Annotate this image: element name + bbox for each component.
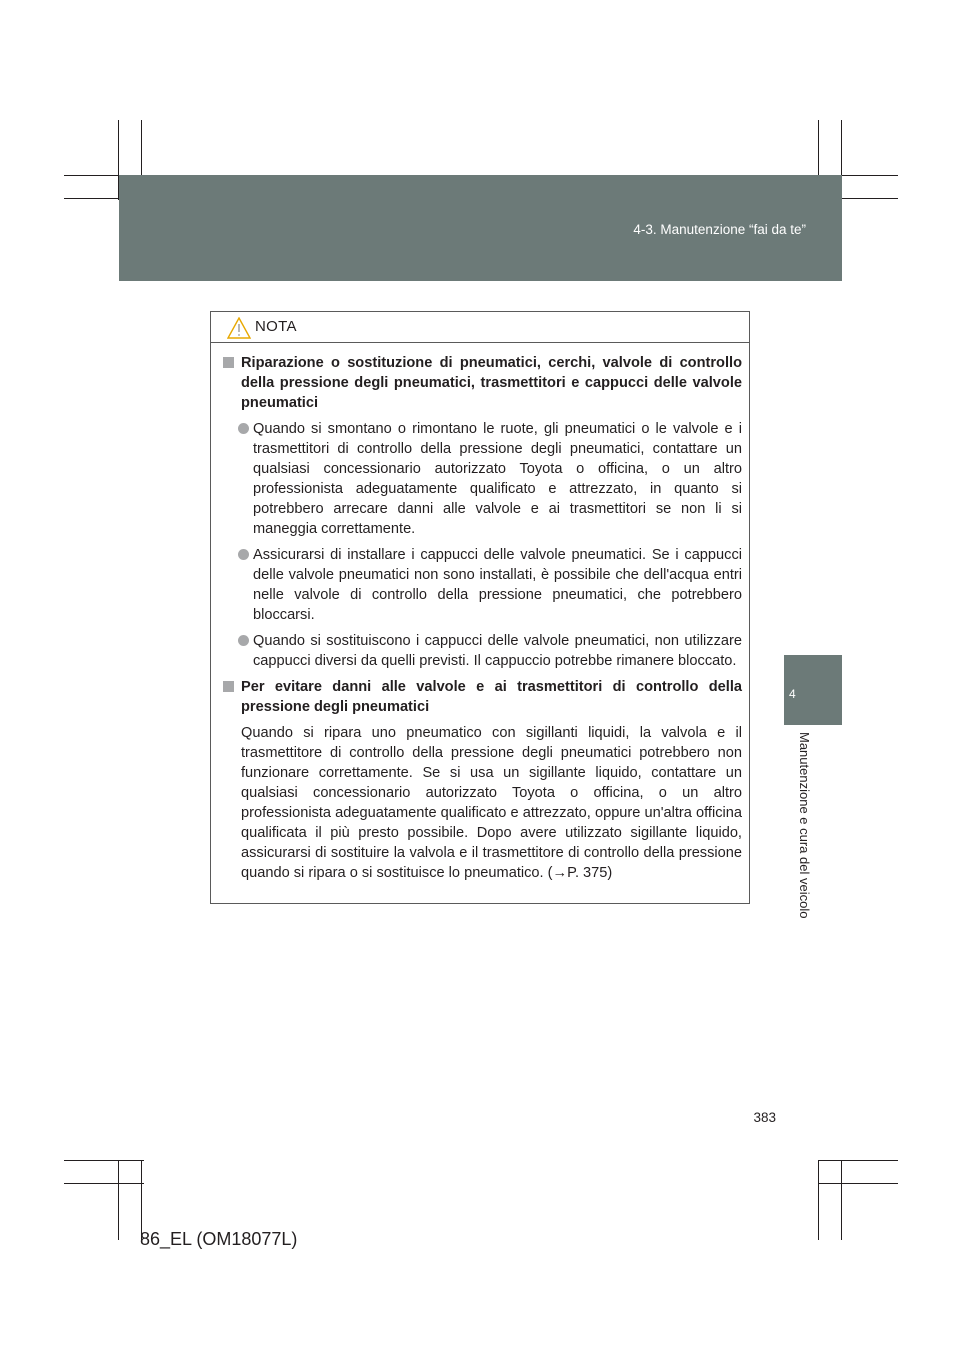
note-header <box>211 312 749 343</box>
list-item-text: Assicurarsi di installare i cappucci delle valvole pneumatici. Se i cappucci delle valvole pneumatici non sono installati, è possibile che dell'acqua entri nelle valvole di controllo della pressione pneumatici, che potrebbero bloccarsi. <box>253 547 742 623</box>
square-bullet-icon <box>223 357 234 368</box>
chapter-number: 4 <box>789 687 796 701</box>
page-number: 383 <box>753 1110 776 1125</box>
section-title: 4-3. Manutenzione “fai da te” <box>633 222 806 237</box>
section-heading <box>223 677 742 717</box>
model-code: 86_EL (OM18077L) <box>140 1229 298 1249</box>
note-body <box>211 343 749 883</box>
crop-mark <box>141 1160 142 1240</box>
list-item <box>223 419 742 539</box>
chapter-label: Manutenzione e cura del veicolo <box>797 732 812 919</box>
round-bullet-icon <box>238 549 249 560</box>
square-bullet-icon <box>223 681 234 692</box>
round-bullet-icon <box>238 423 249 434</box>
list-item <box>223 631 742 671</box>
section-heading <box>223 353 742 413</box>
crop-mark <box>118 1160 119 1240</box>
crop-mark <box>818 1183 898 1184</box>
section-heading-text: Per evitare danni alle valvole e ai trasmettitori di controllo della pressione degli pneumatici <box>241 679 742 715</box>
section-heading-text: Riparazione o sostituzione di pneumatici, cerchi, valvole di controllo della pressione degli pneumatici, trasmettitori e cappucci delle valvole pneumatici <box>241 355 742 411</box>
crop-mark <box>818 1160 819 1240</box>
list-item-text: Quando si sostituiscono i cappucci delle valvole pneumatici, non utilizzare cappucci diversi da quelli previsti. Il cappuccio potrebbe rimanere bloccato. <box>253 633 742 669</box>
note-box <box>210 311 750 904</box>
round-bullet-icon <box>238 635 249 646</box>
crop-mark <box>64 1183 144 1184</box>
crop-mark <box>841 1160 842 1240</box>
section-paragraph: Quando si ripara uno pneumatico con sigillanti liquidi, la valvola e il trasmettitore di controllo della pressione degli pneumatici potrebbero non funzionare correttamente. Se si usa un sigillante liquido, contattare un qualsiasi concessionario autorizzato Toyota o officina, o un altro professionista adeguatamente qualificato e attrezzato, oppure un'altra officina qualificata il più presto possibile. Dopo avere utilizzato sigillante liquido, assicurarsi di sostituire la valvola e il trasmettitore di controllo della pressione quando si ripara o si sostituisce lo pneumatico. (→P. 375) <box>241 725 742 881</box>
crop-mark <box>64 1160 144 1161</box>
warning-triangle-icon <box>227 317 251 339</box>
crop-mark <box>818 1160 898 1161</box>
note-title: NOTA <box>255 318 297 335</box>
list-item-text: Quando si smontano o rimontano le ruote, gli pneumatici o le valvole e i trasmettitori di controllo della pressione degli pneumatici, contattare un qualsiasi concessionario autorizzato Toyota o officina, o un altro professionista adeguatamente qualificato e attrezzato, in quanto si potrebbero arrecare danni alle valvole e ai trasmettitori se non li si maneggia correttamente. <box>253 421 742 537</box>
list-item <box>223 545 742 625</box>
